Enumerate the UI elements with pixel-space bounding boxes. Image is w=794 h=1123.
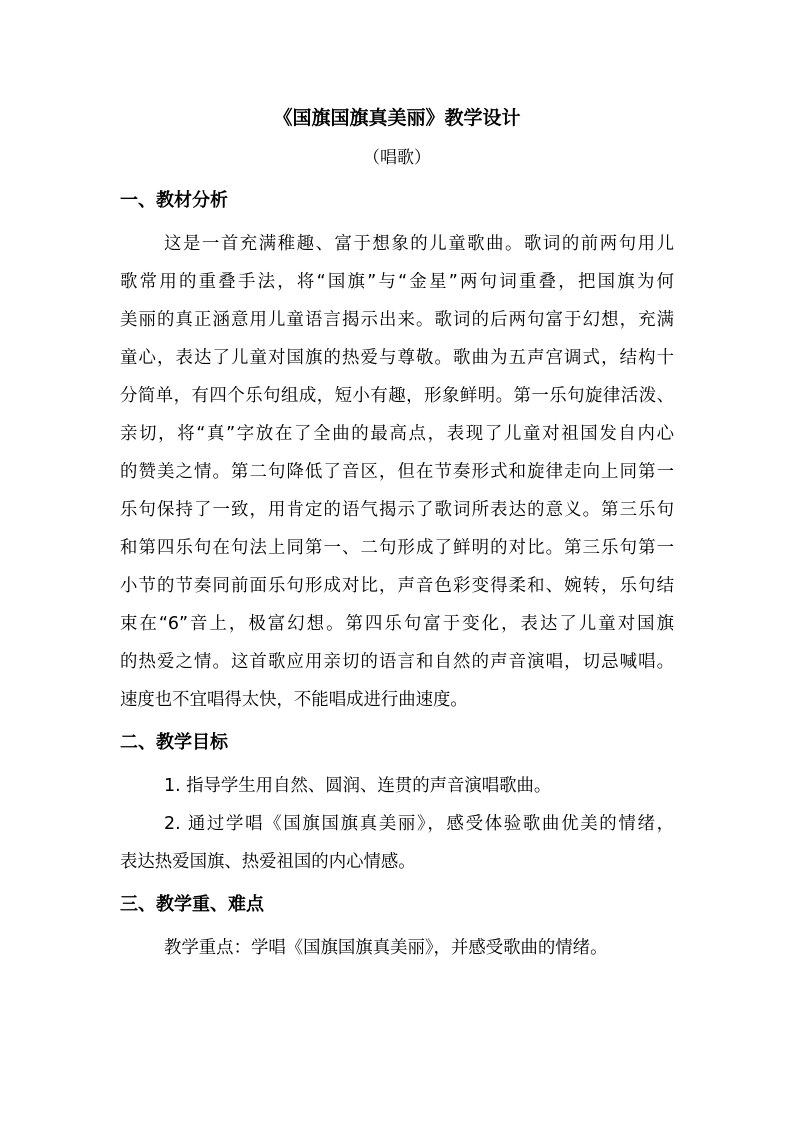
paragraph-line: 亲切，将“真”字放在了全曲的最高点，表现了儿童对祖国发自内心 — [120, 424, 674, 444]
objective-item: 1. 指导学生用自然、圆润、连贯的声音演唱歌曲。 — [164, 776, 552, 796]
paragraph-line: 速度也不宜唱得太快，不能唱成进行曲速度。 — [120, 690, 468, 710]
paragraph-line: 童心，表达了儿童对国旗的热爱与尊敬。歌曲为五声宫调式，结构十 — [120, 348, 674, 368]
document-title: 《国旗国旗真美丽》教学设计 — [273, 107, 521, 129]
paragraph-line: 的赞美之情。第二句降低了音区，但在节奏形式和旋律走向上同第一 — [120, 462, 674, 482]
paragraph-line: 的热爱之情。这首歌应用亲切的语言和自然的声音演唱，切忌喊唱。 — [120, 652, 674, 672]
paragraph-line: 束在“6”音上，极富幻想。第四乐句富于变化，表达了儿童对国旗 — [120, 614, 674, 634]
paragraph-line: 表达热爱国旗、热爱祖国的内心情感。 — [120, 852, 416, 872]
paragraph-line: 小节的节奏同前面乐句形成对比，声音色彩变得柔和、婉转，乐句结 — [120, 576, 674, 596]
paragraph-line: 分简单，有四个乐句组成，短小有趣，形象鲜明。第一乐句旋律活泼、 — [120, 386, 674, 406]
paragraph-line: 乐句保持了一致，用肯定的语气揭示了歌词所表达的意义。第三乐句 — [120, 500, 674, 520]
paragraph-line: 和第四乐句在句法上同第一、二句形成了鲜明的对比。第三乐句第一 — [120, 538, 674, 558]
document-subtitle: （唱歌） — [363, 148, 431, 168]
section-heading-key-points: 三、教学重、难点 — [120, 894, 264, 915]
paragraph-line: 教学重点：学唱《国旗国旗真美丽》，并感受歌曲的情绪。 — [164, 938, 608, 958]
paragraph-line: 美丽的真正涵意用儿童语言揭示出来。歌词的后两句富于幻想，充满 — [120, 310, 674, 330]
paragraph-line: 歌常用的重叠手法，将“国旗”与“金星”两句词重叠，把国旗为何 — [120, 272, 674, 292]
objective-item: 2. 通过学唱《国旗国旗真美丽》，感受体验歌曲优美的情绪， — [164, 814, 674, 834]
paragraph-line: 这是一首充满稚趣、富于想象的儿童歌曲。歌词的前两句用儿 — [164, 234, 674, 254]
section-heading-textbook-analysis: 一、教材分析 — [120, 190, 228, 211]
section-heading-teaching-objectives: 二、教学目标 — [120, 732, 228, 753]
